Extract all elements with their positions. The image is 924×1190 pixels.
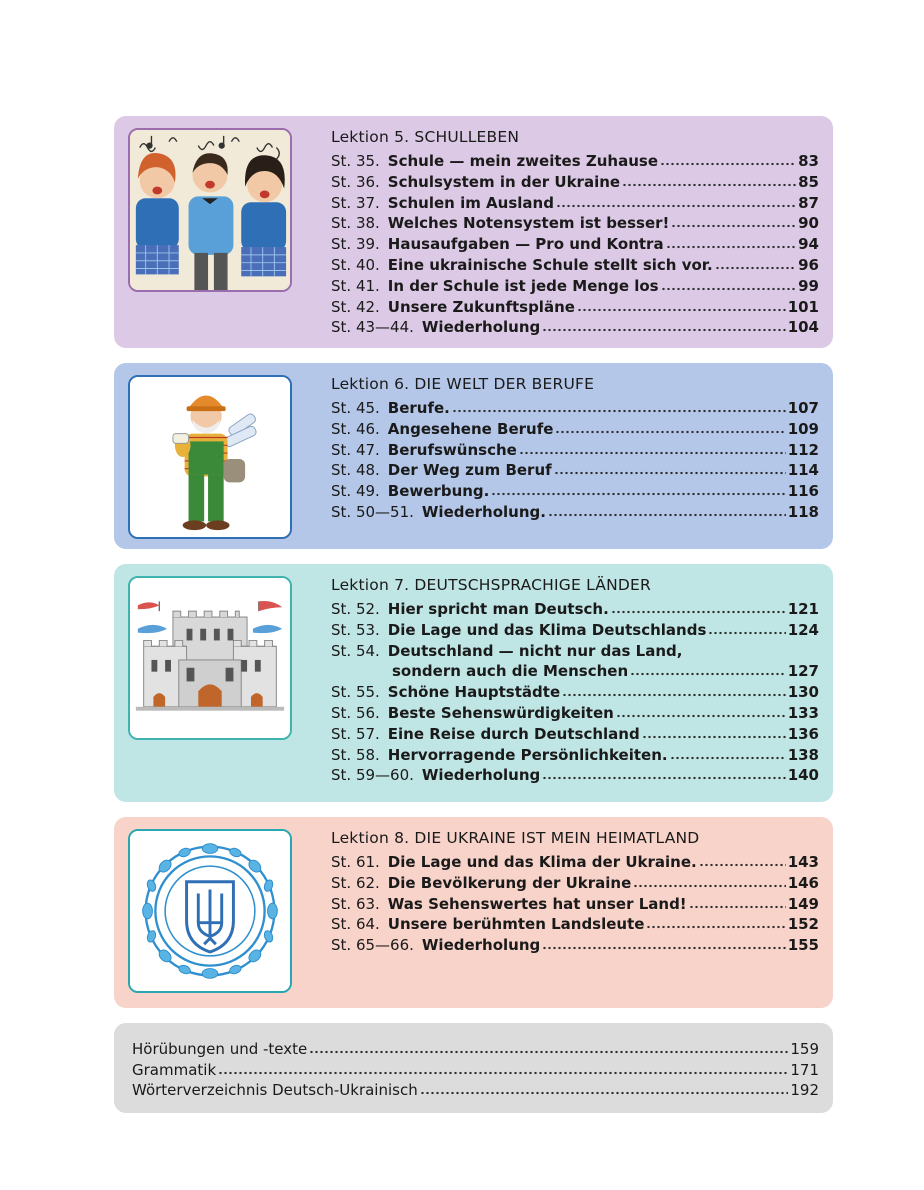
lesson-title: Lektion 8. DIE UKRAINE IST MEIN HEIMATLAND	[331, 829, 700, 847]
lesson-5-contents	[331, 126, 819, 338]
dot-leader	[708, 631, 785, 635]
entry-title: Die Bevölkerung der Ukraine	[387, 873, 632, 892]
entry-number: St. 47.	[331, 440, 380, 459]
lesson-title: Lektion 7. DEUTSCHSPRACHIGE LÄNDER	[331, 576, 651, 594]
entry-title: Die Lage und das Klima der Ukraine.	[387, 853, 697, 871]
entry-number: St. 59—60.	[331, 766, 414, 785]
dot-leader	[630, 672, 786, 676]
dot-leader	[633, 884, 785, 888]
dot-leader	[611, 610, 786, 614]
toc-entry	[331, 703, 819, 724]
entry-title: Bewerbung.	[387, 482, 490, 501]
dot-leader	[309, 1050, 788, 1054]
dot-leader	[689, 905, 786, 909]
toc-entry	[331, 914, 819, 935]
entry-title: Angesehene Berufe	[387, 419, 554, 438]
entry-title: Was Sehenswertes hat unser Land!	[387, 894, 687, 913]
lesson-8-section	[114, 817, 833, 1008]
entry-number: St. 38.	[331, 214, 380, 233]
worker-illustration	[128, 375, 292, 539]
entry-number: St. 42.	[331, 297, 380, 316]
entry-page-number: 143	[787, 853, 819, 871]
entry-title: Wiederholung	[421, 766, 541, 785]
entry-number: St. 48.	[331, 461, 380, 480]
entry-title: Unsere Zukunftspläne	[387, 297, 575, 316]
dot-leader	[670, 756, 786, 760]
entry-title: Wiederholung	[421, 936, 541, 955]
entry-page-number: 87	[798, 193, 819, 212]
appendix-section	[114, 1023, 833, 1113]
entry-number: St. 56.	[331, 703, 380, 722]
entry-page-number: 118	[787, 502, 819, 521]
entry-page-number: 107	[787, 399, 819, 417]
dot-leader	[622, 183, 796, 187]
toc-entry	[331, 460, 819, 481]
entry-page-number: 83	[798, 152, 819, 170]
toc-entry	[331, 440, 819, 461]
entry-title: Wiederholung.	[421, 502, 546, 521]
dot-leader	[218, 1071, 788, 1075]
entry-title: Hervorragende Persönlichkeiten.	[387, 745, 668, 764]
entry-title: Der Weg zum Beruf	[387, 461, 552, 480]
entry-number: St. 61.	[331, 853, 380, 871]
dot-leader	[548, 513, 786, 517]
toc-entry	[331, 502, 819, 523]
dot-leader	[642, 735, 786, 739]
entry-title: Hausaufgaben — Pro und Kontra	[387, 235, 664, 254]
entry-number: St. 53.	[331, 620, 380, 639]
toc-entry	[331, 641, 819, 662]
entry-number: St. 54.	[331, 641, 380, 660]
entry-page-number: 146	[787, 873, 819, 892]
entry-title: Unsere berühmten Landsleute	[387, 915, 645, 934]
dot-leader	[555, 430, 785, 434]
lesson-7-contents	[331, 574, 819, 786]
entry-number: St. 35.	[331, 152, 380, 170]
entry-title: Hörübungen und -texte	[132, 1040, 308, 1058]
entry-title: Grammatik	[132, 1060, 217, 1079]
toc-entry	[331, 661, 819, 682]
dot-leader	[646, 925, 785, 929]
toc-entry	[331, 620, 819, 641]
dot-leader	[666, 245, 797, 249]
toc-entry	[331, 873, 819, 894]
appendix-entry	[132, 1060, 819, 1081]
toc-entry	[331, 193, 819, 214]
entry-title: Schöne Hauptstädte	[387, 683, 561, 702]
entry-page-number: 114	[787, 461, 819, 480]
entry-page-number: 138	[787, 745, 819, 764]
dot-leader	[616, 714, 786, 718]
entry-number: St. 50—51.	[331, 502, 414, 521]
toc-entry	[331, 297, 819, 318]
entry-page-number: 149	[787, 894, 819, 913]
entry-title: In der Schule ist jede Menge los	[387, 276, 659, 295]
entry-title: Schulsystem in der Ukraine	[387, 172, 621, 191]
entry-title: Berufe.	[387, 399, 450, 417]
dot-leader	[715, 266, 796, 270]
dot-leader	[554, 471, 786, 475]
toc-entry	[331, 894, 819, 915]
entry-number: St. 64.	[331, 915, 380, 934]
entry-page-number: 133	[787, 703, 819, 722]
toc-entry	[331, 317, 819, 338]
entry-title: sondern auch die Menschen	[392, 662, 629, 681]
dot-leader	[562, 693, 786, 697]
entry-page-number: 104	[787, 318, 819, 337]
entry-page-number: 85	[798, 172, 819, 191]
entry-page-number: 116	[787, 482, 819, 501]
toc-entry	[331, 599, 819, 620]
entry-page-number: 155	[787, 936, 819, 955]
entry-title: Berufswünsche	[387, 440, 517, 459]
entry-number: St. 57.	[331, 724, 380, 743]
entry-title: Hier spricht man Deutsch.	[387, 600, 609, 618]
entry-page-number: 127	[787, 662, 819, 681]
entry-page-number: 112	[787, 440, 819, 459]
toc-entry	[331, 935, 819, 956]
entry-page-number: 171	[790, 1060, 819, 1079]
toc-entry	[331, 255, 819, 276]
dot-leader	[577, 308, 786, 312]
entry-title: Beste Sehenswürdigkeiten	[387, 703, 614, 722]
lesson-5-section	[114, 116, 833, 348]
lesson-7-section	[114, 564, 833, 802]
entry-page-number: 94	[798, 235, 819, 254]
lesson-title: Lektion 5. SCHULLEBEN	[331, 128, 520, 146]
toc-entry	[331, 151, 819, 172]
entry-page-number: 90	[798, 214, 819, 233]
entry-page-number: 124	[787, 620, 819, 639]
toc-entry	[331, 172, 819, 193]
entry-page-number: 159	[790, 1040, 819, 1058]
schoolchildren-singing-illustration	[128, 128, 292, 292]
entry-title: Die Lage und das Klima Deutschlands	[387, 620, 707, 639]
entry-page-number: 152	[787, 915, 819, 934]
entry-page-number: 140	[787, 766, 819, 785]
dot-leader	[491, 492, 785, 496]
ukraine-coat-of-arms-illustration	[128, 829, 292, 993]
appendix-entry	[132, 1039, 819, 1060]
entry-title: Deutschland — nicht nur das Land,	[387, 641, 683, 660]
entry-title: Wiederholung	[421, 318, 541, 337]
dot-leader	[556, 204, 796, 208]
entry-page-number: 130	[787, 683, 819, 702]
entry-number: St. 46.	[331, 419, 380, 438]
toc-entry	[331, 481, 819, 502]
dot-leader	[452, 409, 786, 413]
toc-entry	[331, 419, 819, 440]
dot-leader	[660, 162, 796, 166]
dot-leader	[519, 451, 786, 455]
entry-number: St. 39.	[331, 235, 380, 254]
entry-title: Welches Notensystem ist besser!	[387, 214, 670, 233]
lesson-8-contents	[331, 827, 819, 956]
entry-page-number: 109	[787, 419, 819, 438]
toc-entry	[331, 682, 819, 703]
dot-leader	[542, 946, 785, 950]
lesson-6-section	[114, 363, 833, 549]
dot-leader	[542, 328, 785, 332]
entry-number: St. 43—44.	[331, 318, 414, 337]
toc-entry	[331, 724, 819, 745]
castle-illustration	[128, 576, 292, 740]
dot-leader	[420, 1091, 789, 1095]
entry-title: Wörterverzeichnis Deutsch-Ukrainisch	[132, 1081, 418, 1100]
lesson-title: Lektion 6. DIE WELT DER BERUFE	[331, 375, 595, 393]
entry-number: St. 65—66.	[331, 936, 414, 955]
entry-title: Eine ukrainische Schule stellt sich vor.	[387, 255, 713, 274]
lesson-6-contents	[331, 373, 819, 523]
toc-entry	[331, 213, 819, 234]
entry-page-number: 121	[787, 600, 819, 618]
entry-title: Eine Reise durch Deutschland	[387, 724, 640, 743]
entry-page-number: 96	[798, 255, 819, 274]
toc-entry	[331, 852, 819, 873]
entry-number: St. 52.	[331, 600, 380, 618]
entry-number: St. 41.	[331, 276, 380, 295]
dot-leader	[699, 863, 786, 867]
entry-number: St. 36.	[331, 172, 380, 191]
entry-title: Schulen im Ausland	[387, 193, 554, 212]
entry-page-number: 101	[787, 297, 819, 316]
entry-page-number: 192	[790, 1081, 819, 1100]
toc-entry	[331, 276, 819, 297]
dot-leader	[671, 224, 796, 228]
dot-leader	[542, 776, 785, 780]
entry-number: St. 58.	[331, 745, 380, 764]
entry-number: St. 62.	[331, 873, 380, 892]
entry-number: St. 55.	[331, 683, 380, 702]
appendix-entry	[132, 1080, 819, 1101]
entry-title: Schule — mein zweites Zuhause	[387, 152, 658, 170]
entry-number: St. 37.	[331, 193, 380, 212]
toc-entry	[331, 398, 819, 419]
entry-number: St. 40.	[331, 255, 380, 274]
entry-page-number: 136	[787, 724, 819, 743]
toc-entry	[331, 745, 819, 766]
entry-number: St. 45.	[331, 399, 380, 417]
toc-entry	[331, 234, 819, 255]
toc-entry	[331, 765, 819, 786]
entry-number: St. 63.	[331, 894, 380, 913]
entry-number: St. 49.	[331, 482, 380, 501]
dot-leader	[661, 287, 797, 291]
entry-page-number: 99	[798, 276, 819, 295]
